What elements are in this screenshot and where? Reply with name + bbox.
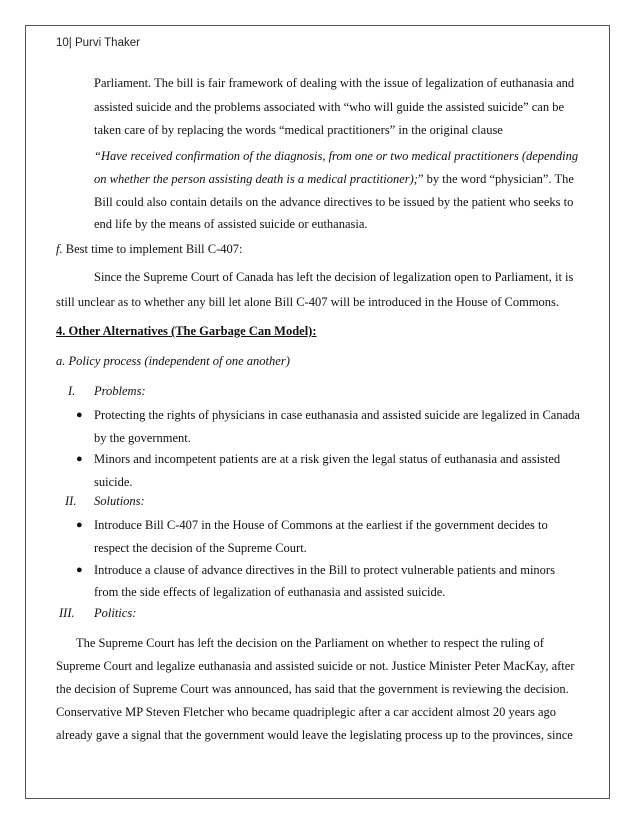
problems-label: Problems:	[94, 384, 146, 398]
list-item: Introduce a clause of advance directives in the Bill to protect vulnerable patients and minors	[94, 563, 555, 577]
politics-label: Politics:	[94, 606, 137, 620]
section-4-heading: 4. Other Alternatives (The Garbage Can Model):	[56, 324, 317, 338]
policy-process-label: a. Policy process (independent of one another)	[56, 354, 290, 368]
list-item: Protecting the rights of physicians in case euthanasia and assisted suicide are legalized in Canada	[94, 408, 580, 422]
paragraph-line: already gave a signal that the government would leave the legislating process up to the provinces, since	[56, 728, 573, 742]
quote-line-2	[94, 172, 574, 187]
paragraph-line: end life by the means of assisted suicide or euthanasia.	[94, 217, 368, 231]
quote-line: “Have received confirmation of the diagnosis, from one or two medical practitioners (depending	[94, 149, 579, 163]
bullet-icon: ●	[76, 453, 83, 465]
paragraph-line: Conservative MP Steven Fletcher who became quadriplegic after a car accident almost 20 years ago	[56, 705, 557, 719]
section-f-title: Best time to implement Bill C-407:	[62, 242, 243, 256]
bullet-icon: ●	[76, 564, 83, 576]
paragraph-line: Parliament. The bill is fair framework of dealing with the issue of legalization of euthanasia and	[94, 76, 575, 90]
list-numeral: I.	[68, 384, 76, 398]
solutions-label: Solutions:	[94, 494, 145, 508]
paragraph-line: Supreme Court and legalize euthanasia and assisted suicide or not. Justice Minister Peter MacKay, after	[56, 659, 575, 673]
list-item: suicide.	[94, 475, 133, 489]
section-f-letter: f.	[56, 242, 63, 256]
bullet-icon: ●	[76, 519, 83, 531]
page-header: 10| Purvi Thaker	[56, 37, 140, 49]
paragraph-line: assisted suicide and the problems associated with “who will guide the assisted suicide” can be	[94, 100, 565, 114]
list-numeral: III.	[59, 606, 75, 620]
paragraph-line: taken care of by replacing the words “medical practitioners” in the original clause	[94, 123, 503, 137]
paragraph-line: Since the Supreme Court of Canada has left the decision of legalization open to Parliament, it is	[94, 270, 574, 284]
bullet-icon: ●	[76, 409, 83, 421]
paragraph-line: the decision of Supreme Court was announced, has said that the government is reviewing the decision.	[56, 682, 569, 696]
list-numeral: II.	[65, 494, 77, 508]
quote-italic: on whether the person assisting death is a medical practitioner);	[94, 172, 418, 186]
paragraph-line: The Supreme Court has left the decision on the Parliament on whether to respect the ruling of	[76, 636, 544, 650]
list-item: Minors and incompetent patients are at a risk given the legal status of euthanasia and assisted	[94, 452, 561, 466]
list-item: by the government.	[94, 431, 191, 445]
quote-rest: ” by the word “physician”. The	[417, 172, 574, 186]
list-item: Introduce Bill C-407 in the House of Commons at the earliest if the government decides to	[94, 518, 548, 532]
paragraph-line: Bill could also contain details on the advance directives to be issued by the patient who seeks to	[94, 195, 574, 209]
paragraph-line: still unclear as to whether any bill let alone Bill C-407 will be introduced in the House of Commons.	[56, 295, 560, 309]
section-f-heading	[56, 242, 242, 257]
list-item: respect the decision of the Supreme Court.	[94, 541, 307, 555]
list-item: from the side effects of legalization of euthanasia and assisted suicide.	[94, 585, 446, 599]
